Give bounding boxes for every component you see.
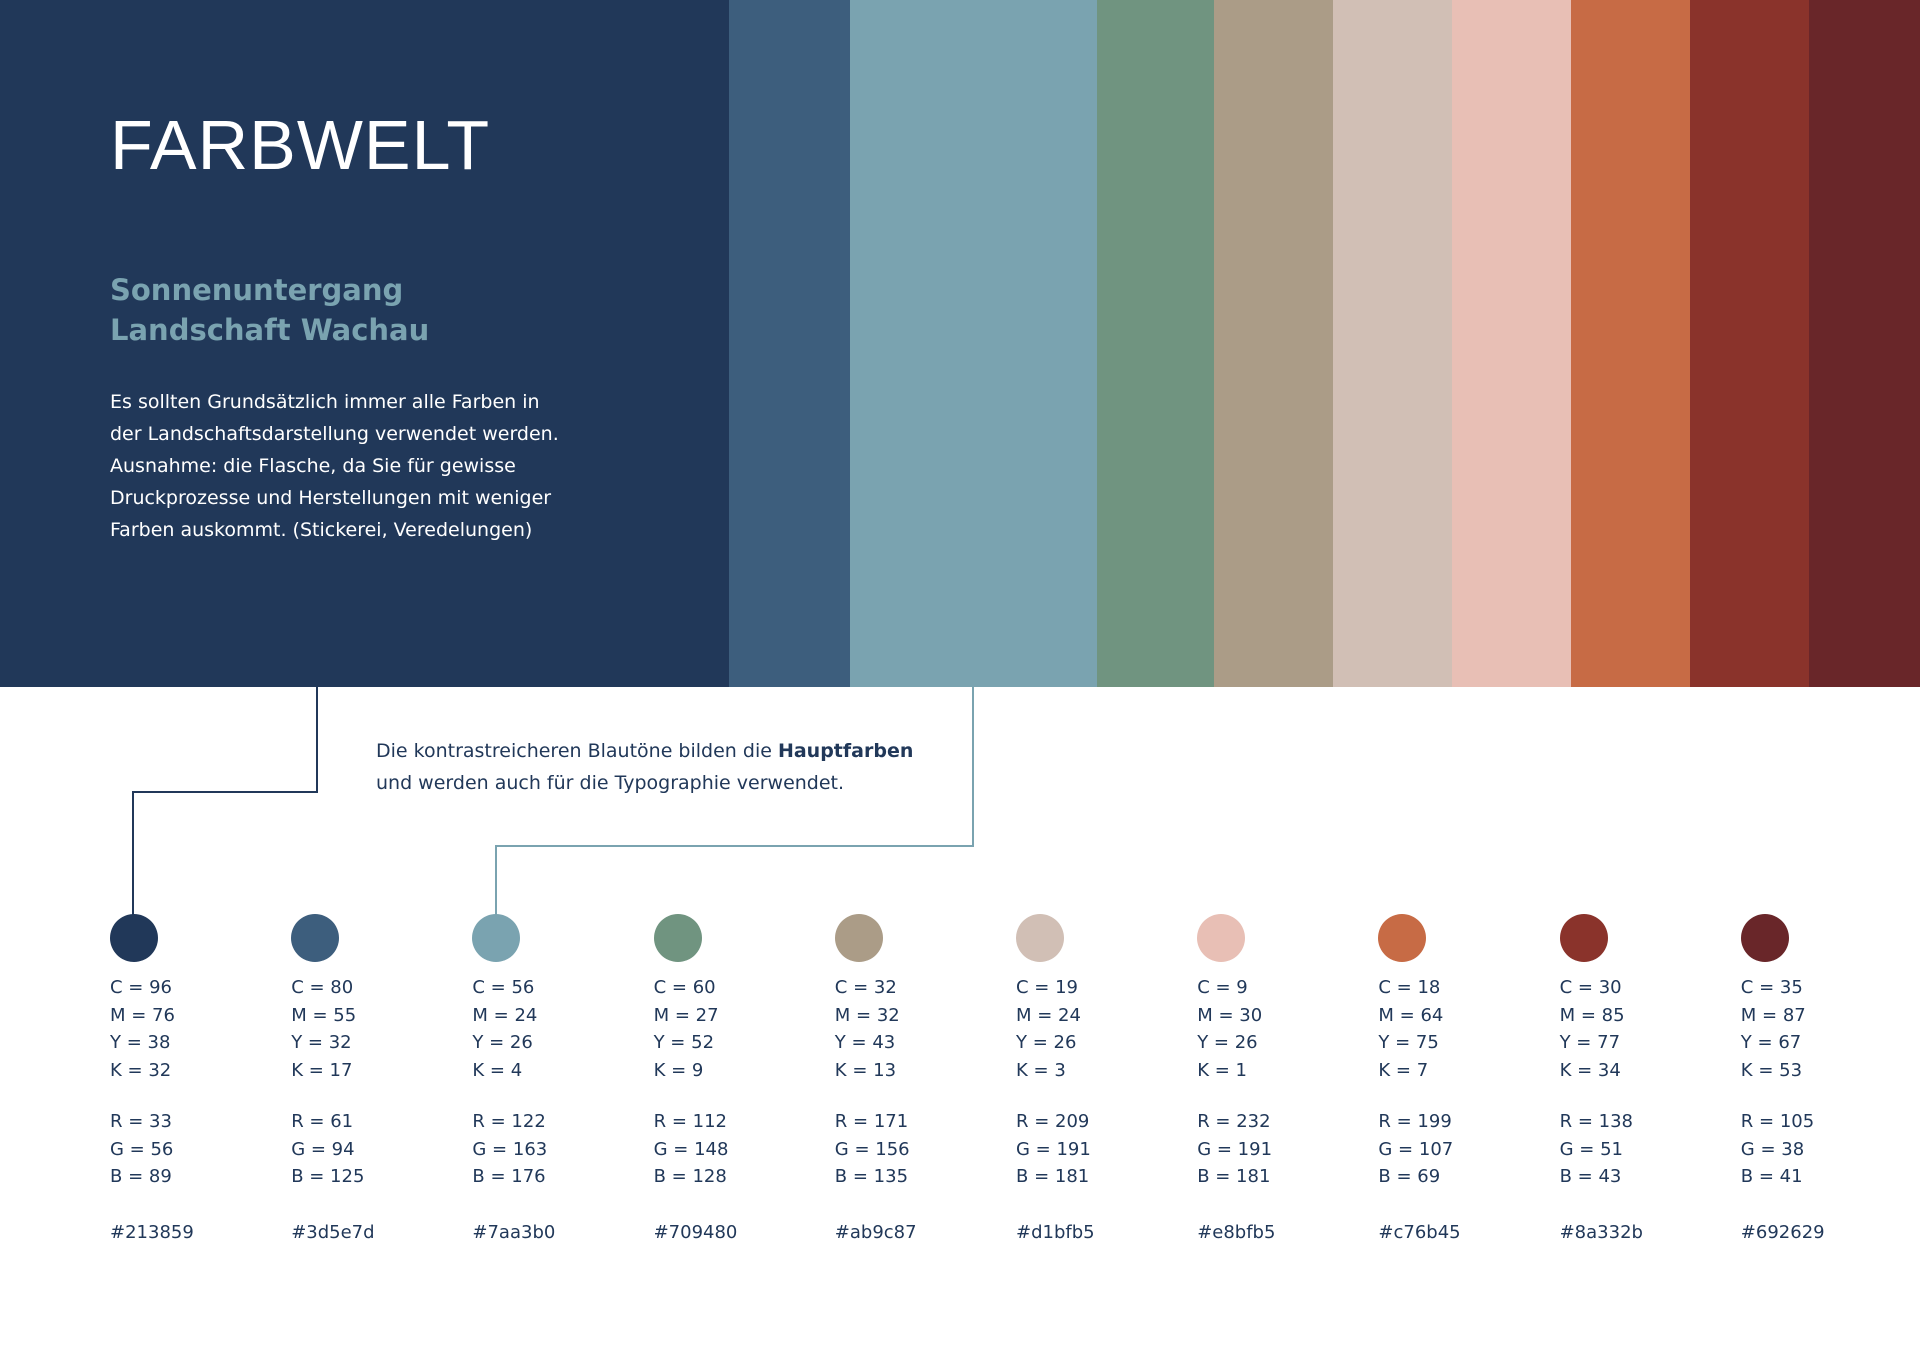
rgb-value: R = 138 (1559, 1111, 1633, 1132)
cmyk-value: C = 32 (834, 977, 897, 998)
hex-value: #7aa3b0 (472, 1221, 556, 1243)
hex-value: #c76b45 (1378, 1221, 1461, 1243)
cmyk-value: M = 64 (1378, 1004, 1444, 1026)
color-swatch (654, 914, 814, 1245)
stripe-c76b45 (1571, 0, 1690, 687)
spacer (1560, 1084, 1720, 1108)
stripe-692629 (1809, 0, 1920, 687)
stripe-ab9c87 (1214, 0, 1333, 687)
stripe-e8bfb5 (1452, 0, 1571, 687)
color-swatch (110, 914, 270, 1245)
cmyk-value: K = 32 (110, 1059, 172, 1081)
cmyk-value: Y = 26 (1016, 1032, 1077, 1053)
cmyk-value: Y = 26 (472, 1032, 533, 1053)
color-swatch (1016, 914, 1176, 1245)
rgb-value: R = 199 (1378, 1111, 1452, 1132)
rgb-value: B = 125 (291, 1166, 365, 1187)
cmyk-value: M = 87 (1740, 1004, 1806, 1026)
stripe-709480 (1097, 0, 1214, 687)
rgb-value: B = 135 (834, 1166, 909, 1187)
hex-value: #213859 (110, 1221, 194, 1243)
cmyk-value: Y = 52 (653, 1032, 715, 1053)
color-dot (654, 914, 702, 962)
cmyk-value: K = 3 (1016, 1059, 1066, 1081)
color-values (1378, 974, 1538, 1191)
color-values (1741, 974, 1901, 1191)
color-values (1016, 974, 1176, 1191)
stripe-d1bfb5 (1333, 0, 1452, 687)
stripe-3d5e7d (729, 0, 850, 687)
note-line-2: und werden auch für die Typographie verwendet. (376, 772, 845, 794)
color-dot (1197, 914, 1245, 962)
rgb-value: G = 51 (1559, 1138, 1623, 1160)
cmyk-value: M = 55 (291, 1004, 357, 1026)
cmyk-value: K = 1 (1197, 1059, 1247, 1081)
hex-value: #3d5e7d (291, 1221, 375, 1243)
cmyk-value: Y = 75 (1378, 1032, 1439, 1053)
rgb-value: R = 112 (653, 1111, 727, 1132)
rgb-value: G = 38 (1740, 1138, 1805, 1160)
intro-line: Ausnahme: die Flasche, da Sie für gewisse (110, 455, 516, 477)
color-dot (291, 914, 339, 962)
color-dot (835, 914, 883, 962)
cmyk-value: M = 85 (1559, 1004, 1625, 1026)
color-dot (1378, 914, 1426, 962)
hex-value: #692629 (1740, 1221, 1825, 1243)
subtitle-line: Sonnenuntergang (110, 273, 404, 307)
color-swatch (835, 914, 995, 1245)
cmyk-value: K = 9 (653, 1059, 704, 1081)
cmyk-value: Y = 38 (110, 1032, 171, 1053)
cmyk-value: C = 30 (1559, 977, 1622, 998)
stripe-7aa3b0 (850, 0, 1097, 687)
rgb-value: B = 128 (653, 1166, 727, 1187)
spacer (291, 1084, 451, 1108)
spacer (110, 1084, 270, 1108)
rgb-value: R = 209 (1016, 1111, 1090, 1132)
connector-secondary (496, 687, 973, 916)
rgb-value: R = 171 (834, 1111, 909, 1132)
cmyk-value: M = 30 (1197, 1004, 1263, 1026)
cmyk-value: K = 34 (1559, 1059, 1621, 1081)
rgb-value: B = 43 (1559, 1166, 1622, 1187)
color-dot (110, 914, 158, 962)
cmyk-value: C = 96 (110, 977, 172, 998)
rgb-value: G = 191 (1016, 1138, 1091, 1160)
note-text: Die kontrastreicheren Blautöne bilden die (376, 740, 778, 762)
cmyk-value: K = 53 (1740, 1059, 1803, 1081)
cmyk-value: K = 7 (1378, 1059, 1429, 1081)
cmyk-value: K = 13 (834, 1059, 897, 1081)
cmyk-value: Y = 67 (1740, 1032, 1802, 1053)
color-swatch (1741, 914, 1901, 1245)
color-values (291, 974, 451, 1191)
color-swatch (1197, 914, 1357, 1245)
spacer (835, 1084, 995, 1108)
color-values (472, 974, 632, 1191)
color-dot (1560, 914, 1608, 962)
spacer (1016, 1084, 1176, 1108)
cmyk-value: Y = 32 (291, 1032, 352, 1053)
cmyk-value: M = 27 (653, 1004, 719, 1026)
intro-line: Es sollten Grundsätzlich immer alle Farben in (110, 391, 540, 413)
color-swatch (1560, 914, 1720, 1245)
rgb-value: G = 156 (834, 1138, 910, 1160)
cmyk-value: Y = 77 (1559, 1032, 1621, 1053)
hex-value: #d1bfb5 (1016, 1221, 1095, 1243)
color-dot (1016, 914, 1064, 962)
cmyk-value: C = 19 (1016, 977, 1078, 998)
color-values (110, 974, 270, 1191)
cmyk-value: K = 4 (472, 1059, 523, 1081)
color-values (1560, 974, 1720, 1191)
rgb-value: G = 107 (1378, 1138, 1454, 1160)
main-colors-note (376, 735, 976, 799)
rgb-value: B = 89 (110, 1166, 172, 1187)
rgb-value: G = 94 (291, 1138, 355, 1160)
subtitle-line: Landschaft Wachau (110, 313, 430, 347)
color-dot (472, 914, 520, 962)
rgb-value: G = 56 (110, 1138, 174, 1160)
rgb-value: G = 163 (472, 1138, 548, 1160)
rgb-value: R = 105 (1740, 1111, 1815, 1132)
cmyk-value: M = 32 (834, 1004, 900, 1026)
stripe-8a332b (1690, 0, 1809, 687)
note-line-1 (376, 735, 976, 767)
color-swatch (472, 914, 632, 1245)
rgb-value: B = 69 (1378, 1166, 1441, 1187)
hex-value: #8a332b (1559, 1221, 1643, 1243)
cmyk-value: C = 60 (653, 977, 716, 998)
hex-value: #e8bfb5 (1197, 1221, 1276, 1243)
rgb-value: G = 191 (1197, 1138, 1273, 1160)
cmyk-value: Y = 26 (1197, 1032, 1258, 1053)
cmyk-value: Y = 43 (834, 1032, 896, 1053)
rgb-value: G = 148 (653, 1138, 729, 1160)
cmyk-value: C = 9 (1197, 977, 1248, 998)
cmyk-value: C = 80 (291, 977, 354, 998)
color-values (654, 974, 814, 1191)
rgb-value: R = 232 (1197, 1111, 1271, 1132)
spacer (1741, 1084, 1901, 1108)
intro-line: der Landschaftsdarstellung verwendet werden. (110, 423, 559, 445)
spacer (1378, 1084, 1538, 1108)
color-dot (1741, 914, 1789, 962)
cmyk-value: C = 56 (472, 977, 535, 998)
cmyk-value: C = 18 (1378, 977, 1441, 998)
cmyk-value: C = 35 (1740, 977, 1803, 998)
rgb-value: R = 33 (110, 1111, 172, 1132)
intro-line: Farben auskommt. (Stickerei, Veredelungen) (110, 519, 533, 541)
intro-line: Druckprozesse und Herstellungen mit weniger (110, 487, 552, 509)
color-swatch (1378, 914, 1538, 1245)
rgb-value: B = 181 (1016, 1166, 1090, 1187)
color-values (835, 974, 995, 1191)
rgb-value: R = 122 (472, 1111, 546, 1132)
cmyk-value: M = 24 (472, 1004, 538, 1026)
spacer (472, 1084, 632, 1108)
rgb-value: B = 181 (1197, 1166, 1271, 1187)
cmyk-value: M = 24 (1016, 1004, 1081, 1026)
rgb-value: R = 61 (291, 1111, 354, 1132)
cmyk-value: K = 17 (291, 1059, 353, 1081)
cmyk-value: M = 76 (110, 1004, 175, 1026)
spacer (1197, 1084, 1357, 1108)
subtitle (110, 270, 630, 350)
hex-value: #709480 (653, 1221, 738, 1243)
rgb-value: B = 176 (472, 1166, 546, 1187)
spacer (654, 1084, 814, 1108)
intro-text (110, 386, 610, 546)
color-values (1197, 974, 1357, 1191)
page-title: FARBWELT (110, 106, 491, 184)
hex-value: #ab9c87 (834, 1221, 917, 1243)
color-swatch (291, 914, 451, 1245)
rgb-value: B = 41 (1740, 1166, 1803, 1187)
note-emphasis: Hauptfarben (777, 740, 914, 762)
connector-primary (133, 687, 317, 916)
